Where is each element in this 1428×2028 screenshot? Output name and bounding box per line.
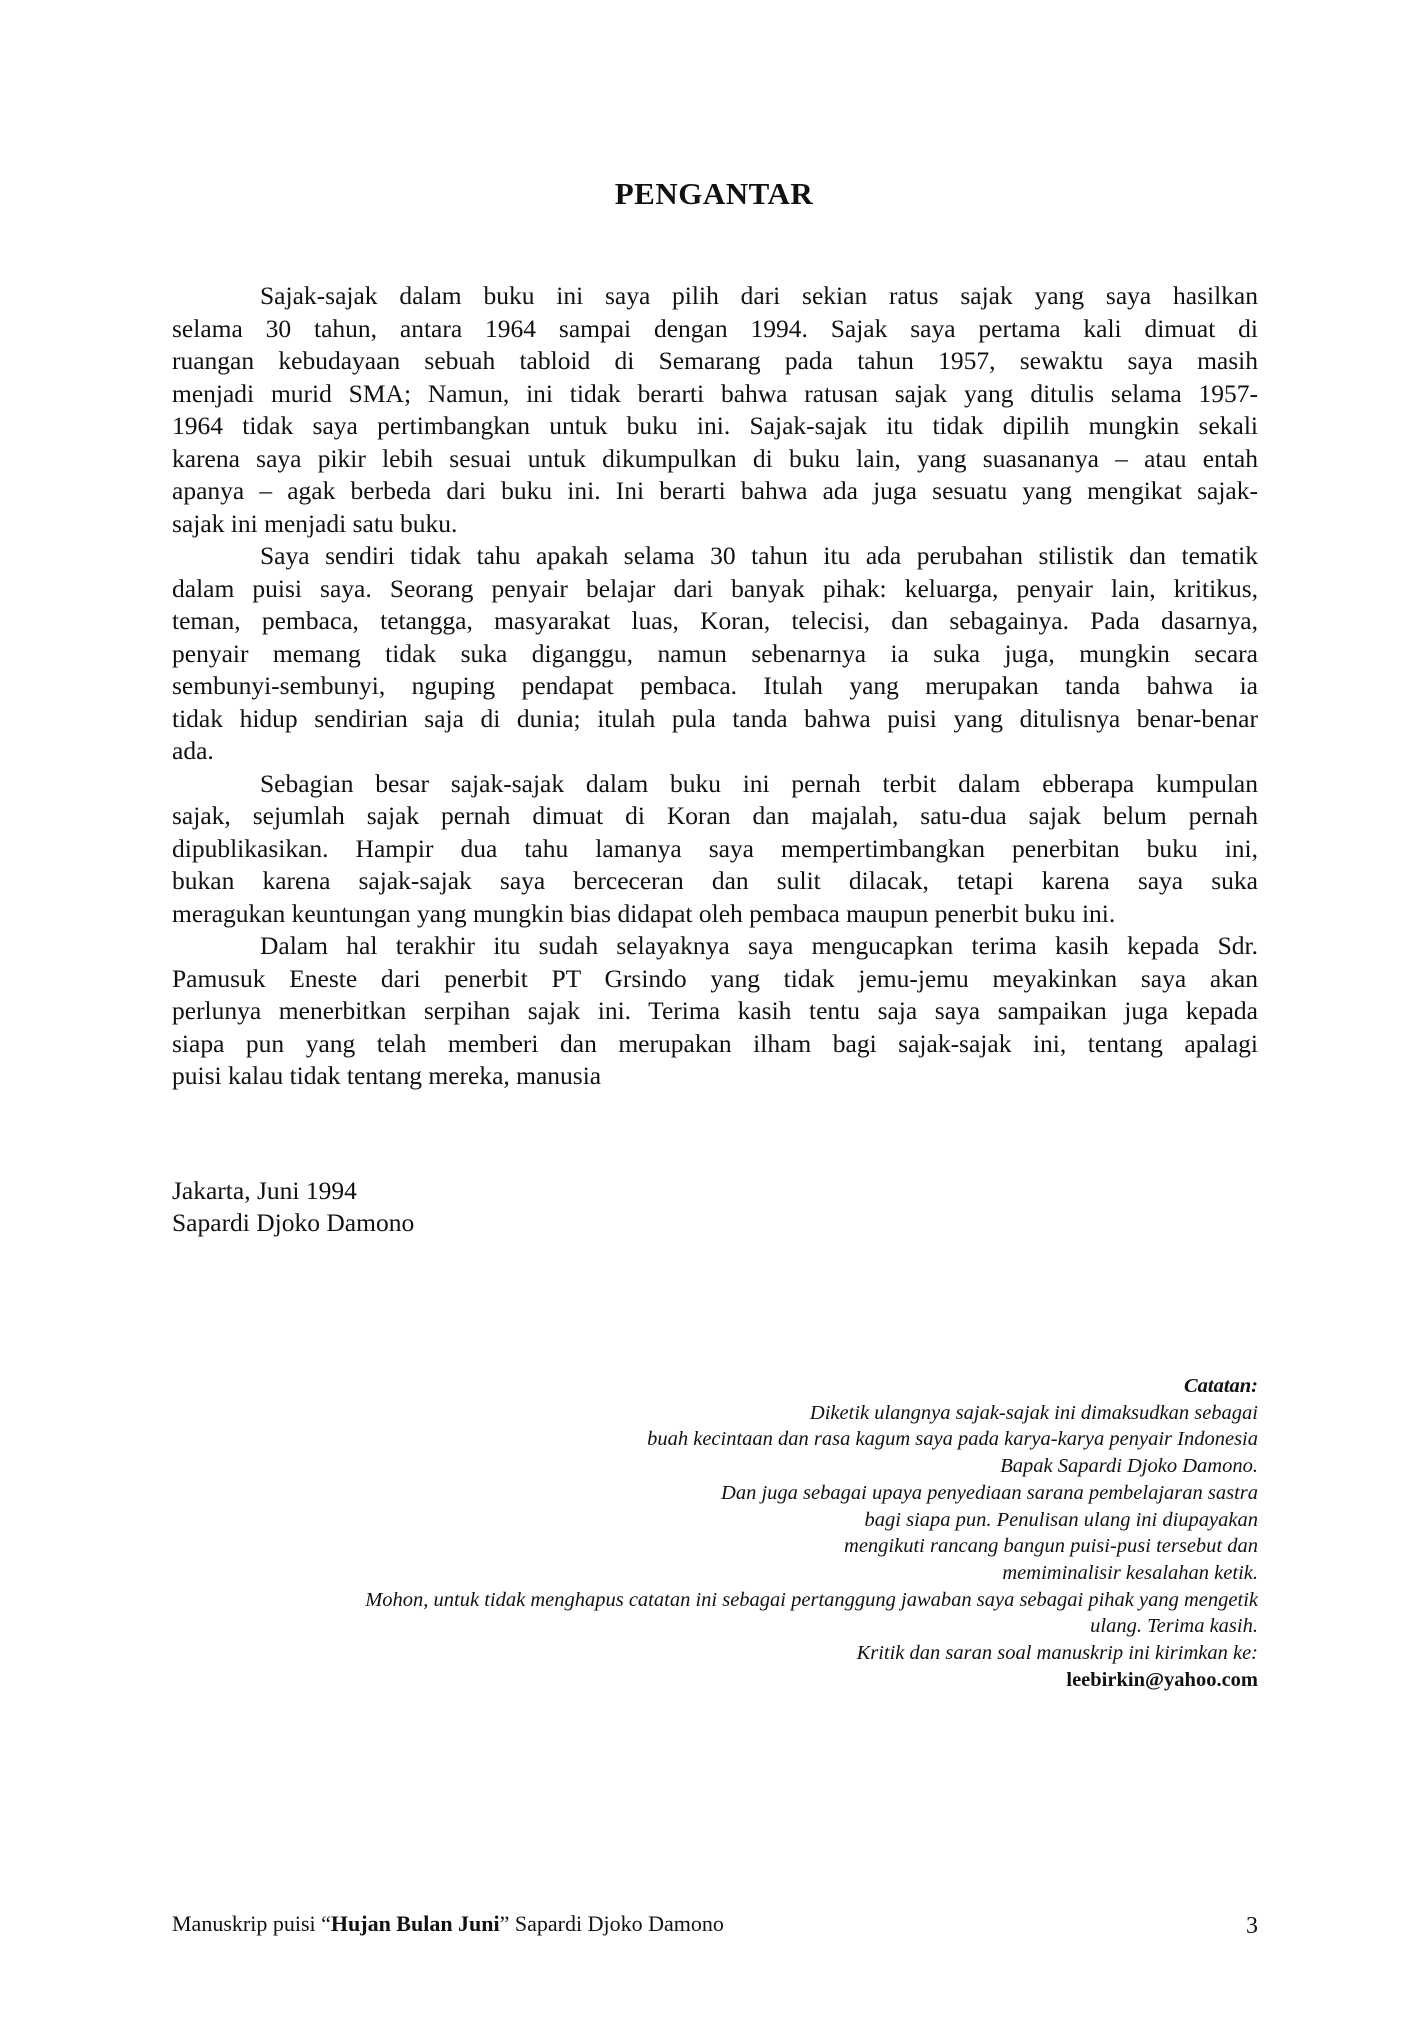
note-line: Bapak Sapardi Djoko Damono. <box>1000 1455 1258 1478</box>
note-line: Diketik ulangnya sajak-sajak ini dimaksudkan sebagai <box>809 1401 1258 1424</box>
signoff <box>172 1175 414 1239</box>
paragraph-line: Sajak-sajak dalam buku ini saya pilih dari sekian ratus sajak yang saya hasilkan <box>260 281 1258 310</box>
note-line: mengikuti rancang bangun puisi-pusi tersebut dan <box>844 1535 1258 1558</box>
paragraph-line: ruangan kebudayaan sebuah tabloid di Semarang pada tahun 1957, sewaktu saya masih <box>172 346 1258 375</box>
paragraph-line: Sebagian besar sajak-sajak dalam buku ini pernah terbit dalam ebberapa kumpulan <box>260 768 1258 798</box>
paragraph-line: dipublikasikan. Hampir dua tahu lamanya saya mempertimbangkan penerbitan buku ini, <box>172 833 1258 863</box>
footer-running-title <box>172 1910 724 1938</box>
paragraph-line: selama 30 tahun, antara 1964 sampai dengan 1994. Sajak saya pertama kali dimuat di <box>172 313 1258 343</box>
paragraph <box>172 768 1258 931</box>
note-title: Catatan: <box>1183 1375 1258 1397</box>
transcriber-note <box>158 1373 1258 1693</box>
note-line: Mohon, untuk tidak menghapus catatan ini sebagai pertanggung jawaban saya sebagai pihak yang mengetik <box>365 1588 1258 1611</box>
page-number: 3 <box>1246 1913 1258 1939</box>
paragraph <box>172 930 1258 1093</box>
paragraph-line: tidak hidup sendirian saja di dunia; itulah pula tanda bahwa puisi yang ditulisnya benar-benar <box>172 703 1258 733</box>
paragraph-line: Pamusuk Eneste dari penerbit PT Grsindo yang tidak jemu-jemu meyakinkan saya akan <box>172 963 1258 993</box>
paragraph-line: bukan karena sajak-sajak saya berceceran dan sulit dilacak, tetapi karena saya suka <box>172 866 1258 895</box>
footer-suffix: ” Sapardi Djoko Damono <box>499 1911 724 1936</box>
footer-book-title: Hujan Bulan Juni <box>330 1911 500 1936</box>
paragraph-line: teman, pembaca, tetangga, masyarakat luas, Koran, telecisi, dan sebagainya. Pada dasarnya, <box>172 606 1258 635</box>
note-line: memiminalisir kesalahan ketik. <box>1002 1561 1258 1584</box>
note-email: leebirkin@yahoo.com <box>1066 1668 1258 1691</box>
paragraph-line: sajak, sejumlah sajak pernah dimuat di Koran dan majalah, satu-dua sajak belum pernah <box>172 801 1258 830</box>
paragraph-line: dalam puisi saya. Seorang penyair belajar dari banyak pihak: keluarga, penyair lain, kritikus, <box>172 573 1258 603</box>
paragraph-line: meragukan keuntungan yang mungkin bias didapat oleh pembaca maupun penerbit buku ini. <box>172 898 1116 928</box>
signoff-author: Sapardi Djoko Damono <box>172 1208 415 1237</box>
note-line: ulang. Terima kasih. <box>1090 1615 1258 1638</box>
note-line: bagi siapa pun. Penulisan ulang ini diupayakan <box>864 1508 1258 1531</box>
paragraph-line: Dalam hal terakhir itu sudah selayaknya saya mengucapkan terima kasih kepada Sdr. <box>260 931 1258 960</box>
footer-prefix: Manuskrip puisi “ <box>172 1911 331 1936</box>
paragraph-line: 1964 tidak saya pertimbangkan untuk buku ini. Sajak-sajak itu tidak dipilih mungkin sekali <box>172 411 1258 440</box>
note-line: Dan juga sebagai upaya penyediaan sarana pembelajaran sastra <box>721 1481 1258 1504</box>
body-text <box>172 280 1258 1093</box>
paragraph-line: apanya – agak berbeda dari buku ini. Ini berarti bahwa ada juga sesuatu yang mengikat sajak- <box>172 476 1258 505</box>
page-title: PENGANTAR <box>614 176 814 211</box>
paragraph-line: sembunyi-sembunyi, nguping pendapat pembaca. Itulah yang merupakan tanda bahwa ia <box>172 671 1258 700</box>
paragraph-line: sajak ini menjadi satu buku. <box>172 508 458 538</box>
paragraph-line: siapa pun yang telah memberi dan merupakan ilham bagi sajak-sajak ini, tentang apalagi <box>172 1028 1258 1058</box>
note-lines <box>158 1400 1258 1667</box>
paragraph-line: Saya sendiri tidak tahu apakah selama 30 tahun itu ada perubahan stilistik dan tematik <box>260 541 1258 570</box>
paragraph-line: puisi kalau tidak tentang mereka, manusia <box>172 1061 602 1090</box>
paragraph <box>172 280 1258 540</box>
note-line: buah kecintaan dan rasa kagum saya pada karya-karya penyair Indonesia <box>647 1428 1258 1451</box>
paragraph-line: perlunya menerbitkan serpihan sajak ini. Terima kasih tentu saja saya sampaikan juga kepada <box>172 996 1258 1025</box>
note-line: Kritik dan saran soal manuskrip ini kirimkan ke: <box>856 1642 1258 1665</box>
signoff-place-date: Jakarta, Juni 1994 <box>172 1176 357 1205</box>
paragraph-line: karena saya pikir lebih sesuai untuk dikumpulkan di buku lain, yang suasananya – atau entah <box>172 443 1258 473</box>
paragraph <box>172 540 1258 768</box>
paragraph-line: ada. <box>172 736 214 765</box>
paragraph-line: menjadi murid SMA; Namun, ini tidak berarti bahwa ratusan sajak yang ditulis selama 1957- <box>172 378 1258 408</box>
paragraph-line: penyair memang tidak suka diganggu, namun sebenarnya ia suka juga, mungkin secara <box>172 638 1258 668</box>
